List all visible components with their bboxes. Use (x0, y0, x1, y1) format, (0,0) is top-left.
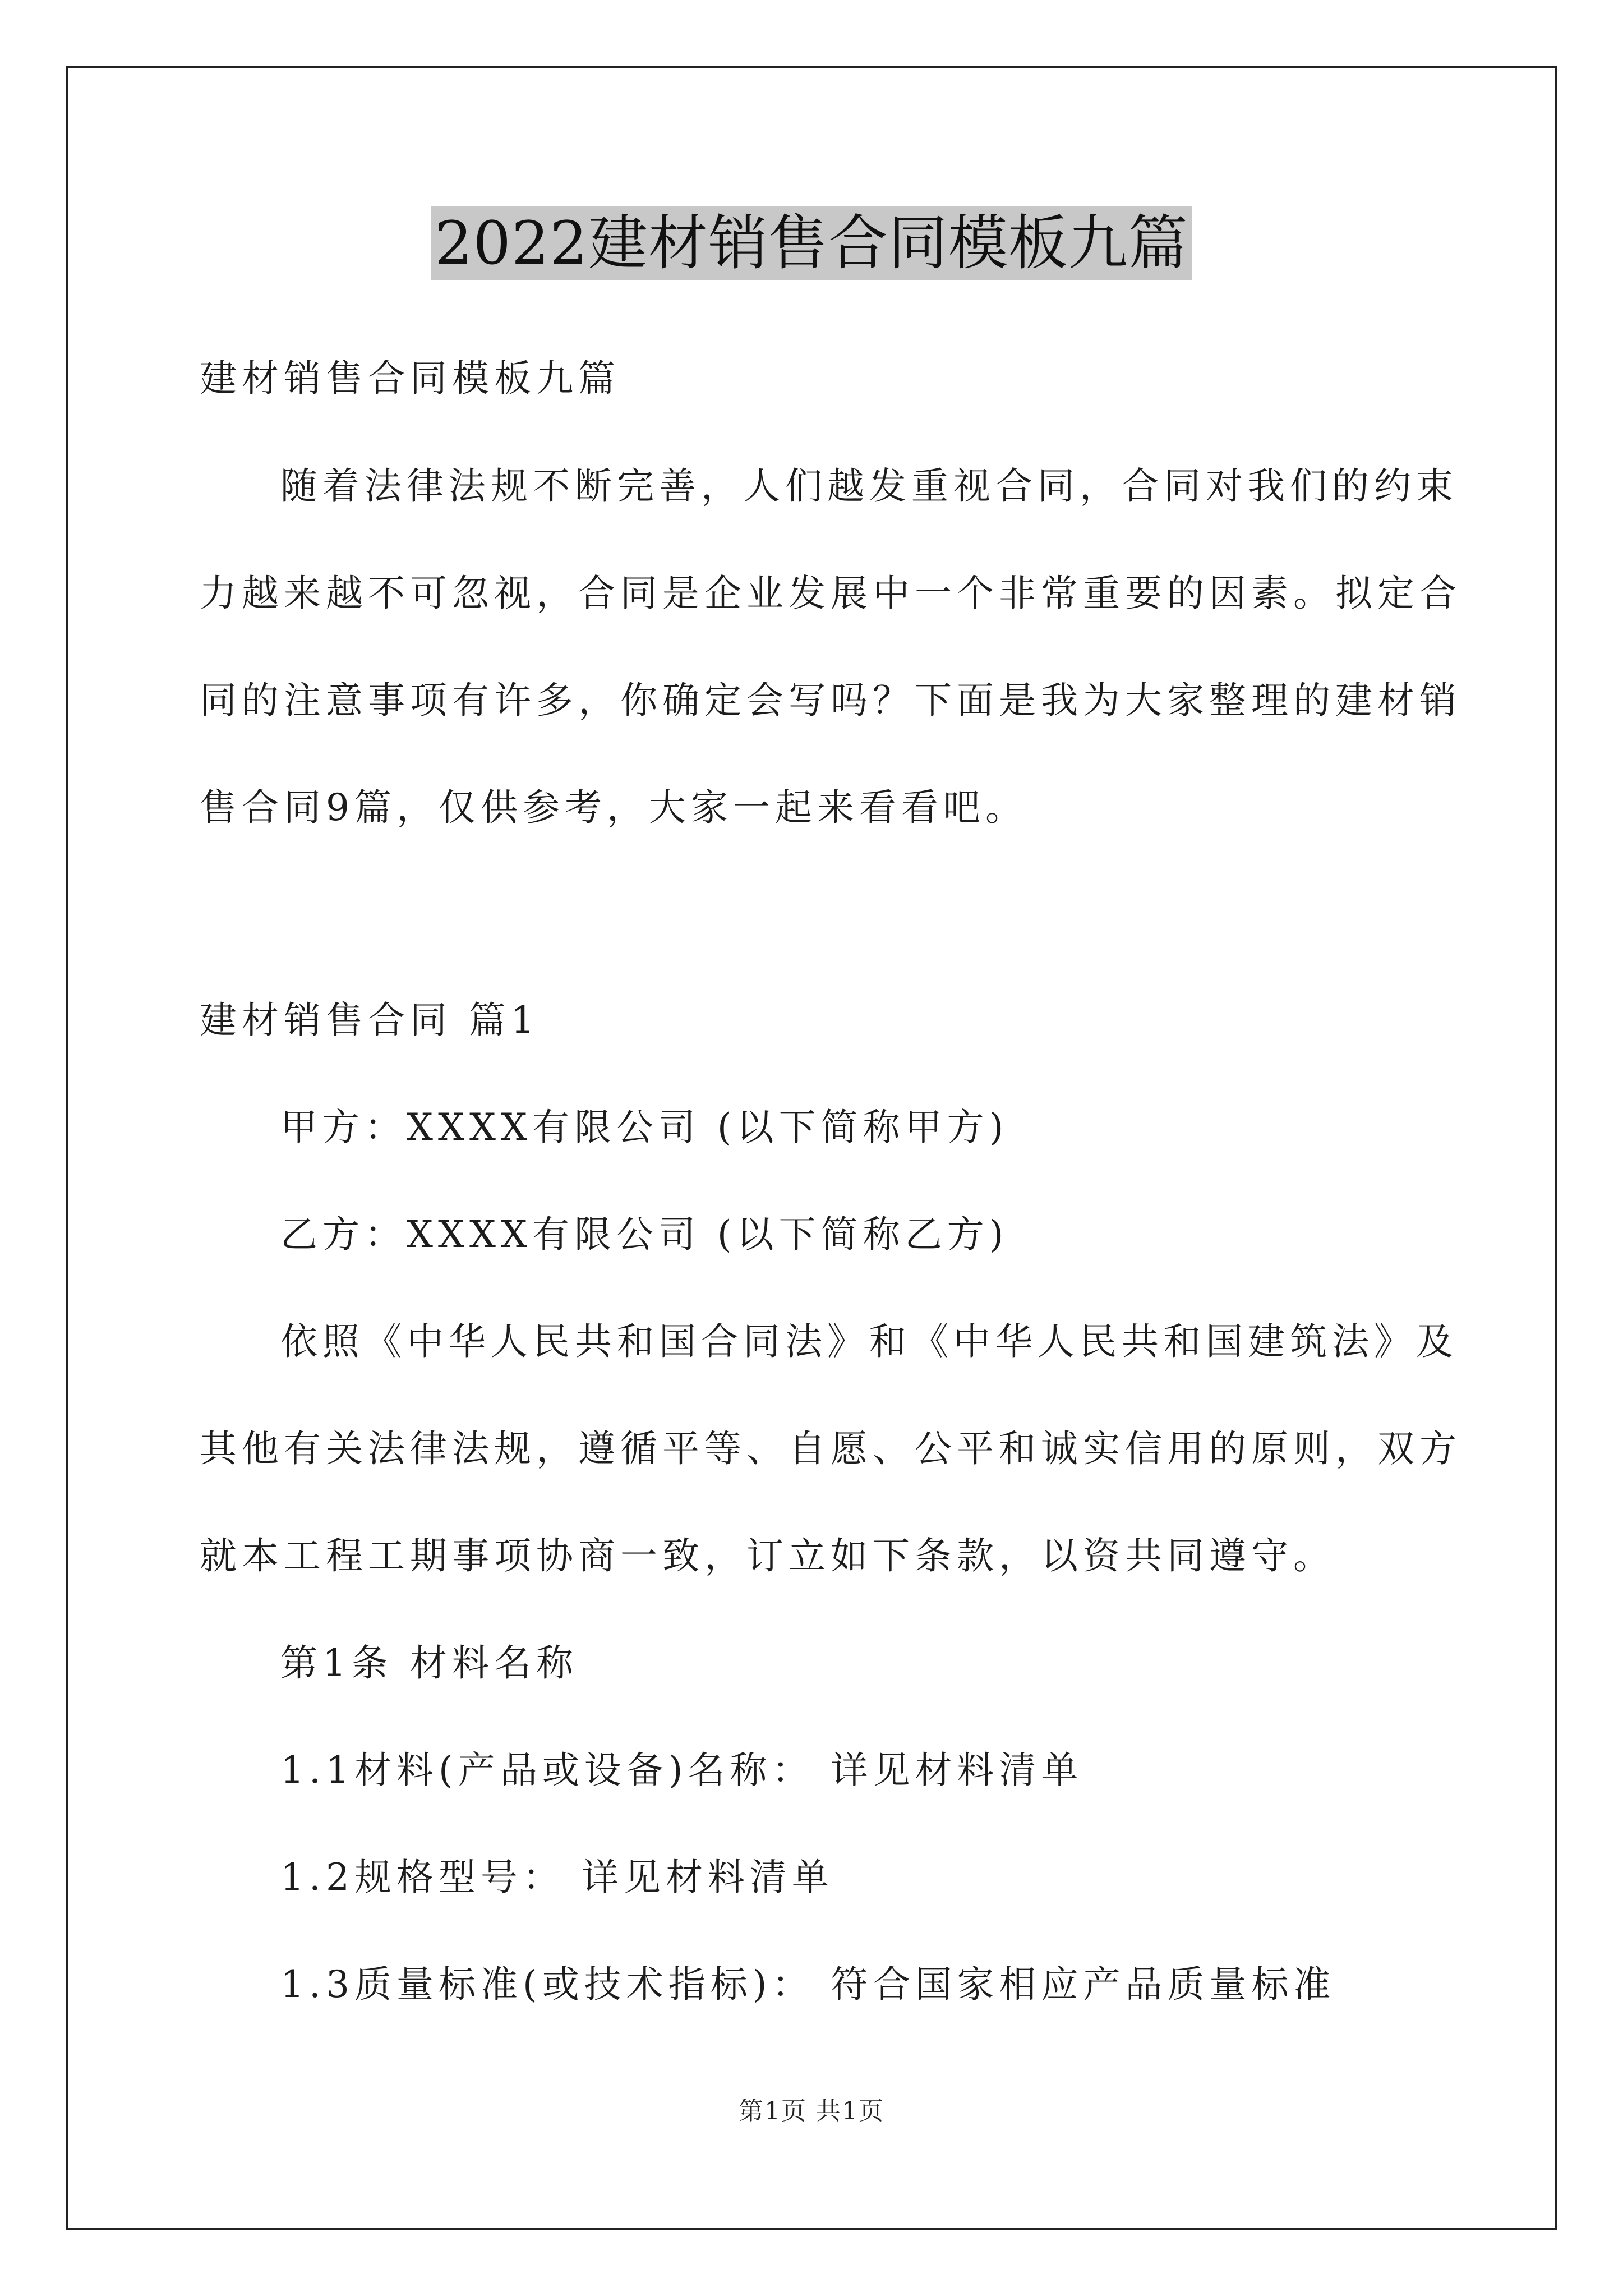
clause-1-3: 1.3质量标准(或技术指标)： 符合国家相应产品质量标准 (280, 1963, 1336, 2006)
party-a: 甲方：XXXX有限公司 (以下简称甲方) (280, 1106, 1009, 1149)
basis-line-1: 依照《中华人民共和国合同法》和《中华人民共和国建筑法》及 (280, 1320, 1458, 1363)
party-b: 乙方：XXXX有限公司 (以下简称乙方) (280, 1213, 1009, 1256)
clause-1-1: 1.1材料(产品或设备)名称： 详见材料清单 (280, 1749, 1083, 1792)
intro-line-1: 随着法律法规不断完善，人们越发重视合同，合同对我们的约束 (280, 464, 1458, 508)
title-container (0, 206, 1623, 280)
basis-line-3: 就本工程工期事项协商一致，订立如下条款，以资共同遵守。 (200, 1534, 1335, 1577)
clause-1-2: 1.2规格型号： 详见材料清单 (280, 1856, 834, 1899)
section-heading: 建材销售合同 篇1 (200, 999, 540, 1042)
page-footer: 第1页 共1页 (739, 2097, 884, 2125)
basis-line-2: 其他有关法律法规，遵循平等、自愿、公平和诚实信用的原则，双方 (200, 1427, 1461, 1470)
document-subtitle: 建材销售合同模板九篇 (200, 357, 620, 400)
document-title: 2022建材销售合同模板九篇 (431, 206, 1192, 280)
article-1-heading: 第1条 材料名称 (280, 1641, 578, 1685)
intro-line-2: 力越来越不可忽视，合同是企业发展中一个非常重要的因素。拟定合 (200, 572, 1461, 615)
intro-line-3: 同的注意事项有许多，你确定会写吗？下面是我为大家整理的建材销 (200, 679, 1461, 722)
intro-line-4: 售合同9篇，仅供参考，大家一起来看看吧。 (200, 786, 1027, 829)
